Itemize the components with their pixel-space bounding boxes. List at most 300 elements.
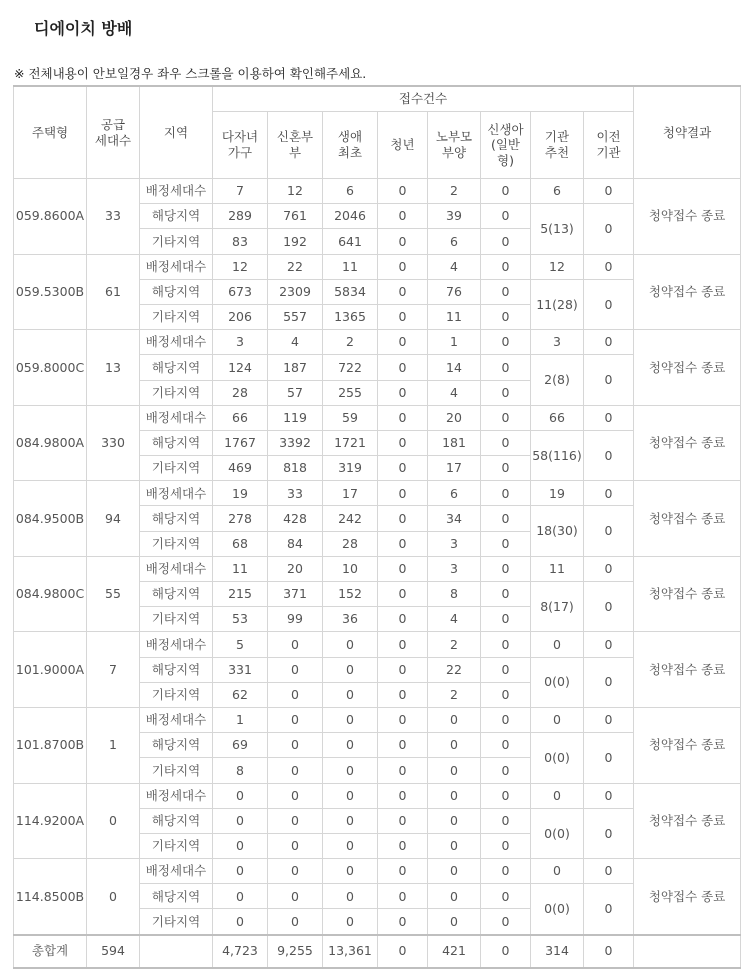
agency-value-cell: 0(0)	[531, 657, 584, 707]
page-title: 디에이치 방배	[34, 19, 133, 38]
table-row	[14, 632, 741, 657]
assign-value-cell: 22	[268, 254, 323, 279]
housing-type-cell: 059.8000C	[14, 330, 87, 406]
assign-value-cell: 11	[323, 254, 378, 279]
assign-value-cell: 11	[213, 556, 268, 581]
assign-value-cell: 0	[378, 330, 428, 355]
count-value-cell: 0	[323, 909, 378, 935]
table-row	[14, 330, 741, 355]
total-value-cell: 0	[378, 935, 428, 968]
count-value-cell: 124	[213, 355, 268, 380]
count-value-cell: 0	[428, 909, 481, 935]
assign-value-cell: 0	[584, 556, 634, 581]
region-label-cell: 해당지역	[140, 355, 213, 380]
assign-value-cell: 0	[481, 405, 531, 430]
region-label-cell: 기타지역	[140, 304, 213, 329]
assign-value-cell: 0	[323, 783, 378, 808]
supply-count-cell: 7	[87, 632, 140, 708]
assign-value-cell: 0	[268, 632, 323, 657]
assign-value-cell: 4	[428, 254, 481, 279]
header-col-elderly: 노부모 부양	[428, 112, 481, 179]
agency-value-cell: 2(8)	[531, 355, 584, 405]
supply-count-cell: 55	[87, 556, 140, 632]
table-row	[14, 783, 741, 808]
count-value-cell: 4	[428, 380, 481, 405]
count-value-cell: 0	[378, 355, 428, 380]
count-value-cell: 0	[428, 808, 481, 833]
count-value-cell: 557	[268, 304, 323, 329]
header-region: 지역	[140, 86, 213, 179]
count-value-cell: 0	[323, 808, 378, 833]
assign-value-cell: 59	[323, 405, 378, 430]
assign-value-cell: 10	[323, 556, 378, 581]
region-label-cell: 기타지역	[140, 682, 213, 707]
assign-value-cell: 0	[378, 632, 428, 657]
count-value-cell: 0	[481, 279, 531, 304]
region-label-cell: 기타지역	[140, 531, 213, 556]
result-cell: 청약접수 종료	[634, 405, 741, 481]
assign-value-cell: 3	[213, 330, 268, 355]
region-label-cell: 기타지역	[140, 758, 213, 783]
assign-value-cell: 66	[213, 405, 268, 430]
assign-value-cell: 0	[531, 707, 584, 732]
count-value-cell: 4	[428, 607, 481, 632]
total-value-cell: 0	[584, 935, 634, 968]
count-value-cell: 17	[428, 456, 481, 481]
count-value-cell: 2046	[323, 204, 378, 229]
count-value-cell: 1767	[213, 430, 268, 455]
housing-type-cell: 059.5300B	[14, 254, 87, 330]
assign-value-cell: 0	[531, 632, 584, 657]
header-col-agency: 기관 추천	[531, 112, 584, 179]
count-value-cell: 69	[213, 733, 268, 758]
count-value-cell: 0	[378, 682, 428, 707]
count-value-cell: 0	[481, 506, 531, 531]
region-label-cell: 기타지역	[140, 380, 213, 405]
count-value-cell: 39	[428, 204, 481, 229]
housing-type-cell: 084.9500B	[14, 481, 87, 557]
count-value-cell: 187	[268, 355, 323, 380]
agency-value-cell: 18(30)	[531, 506, 584, 556]
assign-value-cell: 1	[428, 330, 481, 355]
count-value-cell: 0	[378, 808, 428, 833]
supply-count-cell: 0	[87, 859, 140, 935]
region-label-cell: 해당지역	[140, 506, 213, 531]
count-value-cell: 428	[268, 506, 323, 531]
assign-value-cell: 0	[584, 859, 634, 884]
count-value-cell: 371	[268, 582, 323, 607]
count-value-cell: 0	[481, 229, 531, 254]
total-row	[14, 935, 741, 968]
supply-count-cell: 330	[87, 405, 140, 481]
count-value-cell: 0	[213, 833, 268, 858]
count-value-cell: 818	[268, 456, 323, 481]
count-value-cell: 28	[323, 531, 378, 556]
assign-value-cell: 119	[268, 405, 323, 430]
count-value-cell: 0	[268, 682, 323, 707]
count-value-cell: 57	[268, 380, 323, 405]
table-row	[14, 179, 741, 204]
assign-value-cell: 0	[584, 330, 634, 355]
assign-value-cell: 7	[213, 179, 268, 204]
assign-value-cell: 2	[428, 179, 481, 204]
count-value-cell: 0	[323, 682, 378, 707]
count-value-cell: 0	[213, 884, 268, 909]
table-row	[14, 556, 741, 581]
count-value-cell: 0	[268, 833, 323, 858]
count-value-cell: 206	[213, 304, 268, 329]
count-value-cell: 0	[268, 657, 323, 682]
count-value-cell: 0	[428, 733, 481, 758]
count-value-cell: 14	[428, 355, 481, 380]
result-cell: 청약접수 종료	[634, 783, 741, 859]
assign-value-cell: 0	[481, 481, 531, 506]
region-label-cell: 배정세대수	[140, 859, 213, 884]
count-value-cell: 0	[378, 456, 428, 481]
assign-value-cell: 20	[268, 556, 323, 581]
count-value-cell: 0	[268, 884, 323, 909]
count-value-cell: 0	[323, 884, 378, 909]
count-value-cell: 0	[378, 279, 428, 304]
assign-value-cell: 6	[428, 481, 481, 506]
total-value-cell: 4,723	[213, 935, 268, 968]
region-label-cell: 해당지역	[140, 884, 213, 909]
assign-value-cell: 0	[428, 783, 481, 808]
count-value-cell: 0	[481, 607, 531, 632]
region-label-cell: 해당지역	[140, 279, 213, 304]
count-value-cell: 68	[213, 531, 268, 556]
count-value-cell: 3392	[268, 430, 323, 455]
table-row	[14, 707, 741, 732]
count-value-cell: 0	[481, 582, 531, 607]
count-value-cell: 0	[481, 380, 531, 405]
assign-value-cell: 0	[481, 859, 531, 884]
count-value-cell: 0	[323, 657, 378, 682]
result-cell: 청약접수 종료	[634, 254, 741, 330]
supply-count-cell: 13	[87, 330, 140, 406]
assign-value-cell: 0	[323, 707, 378, 732]
count-value-cell: 0	[213, 808, 268, 833]
assign-value-cell: 0	[378, 556, 428, 581]
assign-value-cell: 0	[378, 707, 428, 732]
header-col-multichild: 다자녀 가구	[213, 112, 268, 179]
header-col-newborn: 신생아 (일반 형)	[481, 112, 531, 179]
count-value-cell: 0	[481, 355, 531, 380]
transfer-value-cell: 0	[584, 657, 634, 707]
result-cell: 청약접수 종료	[634, 481, 741, 557]
region-label-cell: 배정세대수	[140, 179, 213, 204]
housing-type-cell: 101.8700B	[14, 707, 87, 783]
result-cell: 청약접수 종료	[634, 179, 741, 255]
count-value-cell: 0	[481, 204, 531, 229]
result-cell: 청약접수 종료	[634, 859, 741, 935]
total-value-cell: 9,255	[268, 935, 323, 968]
assign-value-cell: 0	[323, 859, 378, 884]
count-value-cell: 181	[428, 430, 481, 455]
agency-value-cell: 0(0)	[531, 808, 584, 858]
total-supply-cell: 594	[87, 935, 140, 968]
count-value-cell: 28	[213, 380, 268, 405]
transfer-value-cell: 0	[584, 733, 634, 783]
agency-value-cell: 5(13)	[531, 204, 584, 254]
count-value-cell: 0	[481, 758, 531, 783]
assign-value-cell: 0	[531, 783, 584, 808]
region-label-cell: 기타지역	[140, 607, 213, 632]
housing-type-cell: 084.9800C	[14, 556, 87, 632]
count-value-cell: 0	[378, 204, 428, 229]
count-value-cell: 34	[428, 506, 481, 531]
count-value-cell: 0	[378, 430, 428, 455]
count-value-cell: 36	[323, 607, 378, 632]
assign-value-cell: 0	[378, 481, 428, 506]
count-value-cell: 722	[323, 355, 378, 380]
assign-value-cell: 0	[378, 179, 428, 204]
count-value-cell: 0	[378, 758, 428, 783]
count-value-cell: 8	[213, 758, 268, 783]
assign-value-cell: 2	[428, 632, 481, 657]
count-value-cell: 242	[323, 506, 378, 531]
count-value-cell: 0	[481, 682, 531, 707]
count-value-cell: 0	[428, 833, 481, 858]
count-value-cell: 0	[481, 304, 531, 329]
count-value-cell: 0	[378, 304, 428, 329]
total-value-cell: 0	[481, 935, 531, 968]
assign-value-cell: 6	[531, 179, 584, 204]
assign-value-cell: 0	[481, 330, 531, 355]
count-value-cell: 2309	[268, 279, 323, 304]
region-label-cell: 기타지역	[140, 229, 213, 254]
assign-value-cell: 0	[481, 632, 531, 657]
total-value-cell: 314	[531, 935, 584, 968]
result-cell: 청약접수 종료	[634, 330, 741, 406]
count-value-cell: 83	[213, 229, 268, 254]
total-value-cell: 13,361	[323, 935, 378, 968]
count-value-cell: 0	[378, 909, 428, 935]
region-label-cell: 기타지역	[140, 833, 213, 858]
assign-value-cell: 17	[323, 481, 378, 506]
count-value-cell: 0	[378, 531, 428, 556]
count-value-cell: 0	[378, 607, 428, 632]
assign-value-cell: 3	[531, 330, 584, 355]
count-value-cell: 5834	[323, 279, 378, 304]
region-label-cell: 배정세대수	[140, 254, 213, 279]
housing-type-cell: 059.8600A	[14, 179, 87, 255]
assign-value-cell: 0	[378, 254, 428, 279]
count-value-cell: 22	[428, 657, 481, 682]
count-value-cell: 0	[323, 758, 378, 783]
assign-value-cell: 0	[378, 859, 428, 884]
assign-value-cell: 0	[378, 783, 428, 808]
assign-value-cell: 2	[323, 330, 378, 355]
housing-type-cell: 114.8500B	[14, 859, 87, 935]
assign-value-cell: 0	[481, 707, 531, 732]
assign-value-cell: 0	[584, 481, 634, 506]
count-value-cell: 0	[268, 733, 323, 758]
supply-count-cell: 1	[87, 707, 140, 783]
assign-value-cell: 66	[531, 405, 584, 430]
region-label-cell: 기타지역	[140, 456, 213, 481]
count-value-cell: 1721	[323, 430, 378, 455]
assign-value-cell: 12	[531, 254, 584, 279]
count-value-cell: 0	[378, 884, 428, 909]
assign-value-cell: 0	[481, 179, 531, 204]
count-value-cell: 255	[323, 380, 378, 405]
transfer-value-cell: 0	[584, 582, 634, 632]
count-value-cell: 0	[481, 430, 531, 455]
total-region-empty-cell	[140, 935, 213, 968]
housing-type-cell: 114.9200A	[14, 783, 87, 859]
count-value-cell: 215	[213, 582, 268, 607]
assign-value-cell: 0	[584, 179, 634, 204]
assign-value-cell: 0	[584, 707, 634, 732]
header-received-group: 접수건수	[213, 86, 634, 112]
count-value-cell: 6	[428, 229, 481, 254]
count-value-cell: 0	[268, 909, 323, 935]
table-row	[14, 481, 741, 506]
assign-value-cell: 0	[481, 783, 531, 808]
scroll-note: ※ 전체내용이 안보일경우 좌우 스크롤을 이용하여 확인해주세요.	[14, 66, 367, 81]
header-col-firsttime: 생애 최초	[323, 112, 378, 179]
assign-value-cell: 0	[378, 405, 428, 430]
transfer-value-cell: 0	[584, 204, 634, 254]
count-value-cell: 0	[378, 833, 428, 858]
table-row	[14, 859, 741, 884]
assign-value-cell: 12	[213, 254, 268, 279]
agency-value-cell: 0(0)	[531, 884, 584, 935]
housing-type-cell: 101.9000A	[14, 632, 87, 708]
region-label-cell: 배정세대수	[140, 632, 213, 657]
count-value-cell: 0	[428, 884, 481, 909]
assign-value-cell: 12	[268, 179, 323, 204]
region-label-cell: 배정세대수	[140, 783, 213, 808]
total-result-empty-cell	[634, 935, 741, 968]
count-value-cell: 0	[213, 909, 268, 935]
transfer-value-cell: 0	[584, 506, 634, 556]
header-col-transfer: 이전 기관	[584, 112, 634, 179]
result-cell: 청약접수 종료	[634, 556, 741, 632]
header-result: 청약결과	[634, 86, 741, 179]
count-value-cell: 469	[213, 456, 268, 481]
transfer-value-cell: 0	[584, 808, 634, 858]
count-value-cell: 1365	[323, 304, 378, 329]
supply-count-cell: 61	[87, 254, 140, 330]
assign-value-cell: 0	[213, 859, 268, 884]
region-label-cell: 해당지역	[140, 657, 213, 682]
assign-value-cell: 19	[531, 481, 584, 506]
count-value-cell: 319	[323, 456, 378, 481]
assign-value-cell: 0	[428, 707, 481, 732]
table-row	[14, 405, 741, 430]
count-value-cell: 0	[268, 808, 323, 833]
agency-value-cell: 11(28)	[531, 279, 584, 329]
assign-value-cell: 33	[268, 481, 323, 506]
assign-value-cell: 3	[428, 556, 481, 581]
count-value-cell: 76	[428, 279, 481, 304]
assign-value-cell: 0	[584, 783, 634, 808]
region-label-cell: 해당지역	[140, 204, 213, 229]
count-value-cell: 8	[428, 582, 481, 607]
count-value-cell: 0	[378, 582, 428, 607]
count-value-cell: 0	[268, 758, 323, 783]
assign-value-cell: 1	[213, 707, 268, 732]
count-value-cell: 0	[378, 657, 428, 682]
table-row	[14, 254, 741, 279]
count-value-cell: 0	[481, 909, 531, 935]
total-label-cell: 총합계	[14, 935, 87, 968]
supply-count-cell: 33	[87, 179, 140, 255]
assign-value-cell: 11	[531, 556, 584, 581]
count-value-cell: 0	[481, 456, 531, 481]
assign-value-cell: 0	[584, 405, 634, 430]
count-value-cell: 0	[378, 229, 428, 254]
assign-value-cell: 0	[268, 859, 323, 884]
region-label-cell: 해당지역	[140, 430, 213, 455]
count-value-cell: 0	[323, 733, 378, 758]
region-label-cell: 기타지역	[140, 909, 213, 935]
count-value-cell: 0	[481, 884, 531, 909]
count-value-cell: 0	[481, 531, 531, 556]
count-value-cell: 289	[213, 204, 268, 229]
count-value-cell: 0	[378, 733, 428, 758]
region-label-cell: 배정세대수	[140, 330, 213, 355]
count-value-cell: 0	[378, 506, 428, 531]
transfer-value-cell: 0	[584, 884, 634, 935]
count-value-cell: 2	[428, 682, 481, 707]
assign-value-cell: 0	[584, 254, 634, 279]
result-cell: 청약접수 종료	[634, 632, 741, 708]
assign-value-cell: 0	[584, 632, 634, 657]
agency-value-cell: 58(116)	[531, 430, 584, 480]
supply-count-cell: 94	[87, 481, 140, 557]
count-value-cell: 62	[213, 682, 268, 707]
count-value-cell: 0	[323, 833, 378, 858]
assign-value-cell: 5	[213, 632, 268, 657]
transfer-value-cell: 0	[584, 279, 634, 329]
assign-value-cell: 6	[323, 179, 378, 204]
region-label-cell: 해당지역	[140, 733, 213, 758]
transfer-value-cell: 0	[584, 430, 634, 480]
total-value-cell: 421	[428, 935, 481, 968]
assign-value-cell: 0	[323, 632, 378, 657]
count-value-cell: 192	[268, 229, 323, 254]
transfer-value-cell: 0	[584, 355, 634, 405]
supply-count-cell: 0	[87, 783, 140, 859]
region-label-cell: 해당지역	[140, 808, 213, 833]
assign-value-cell: 0	[531, 859, 584, 884]
count-value-cell: 0	[481, 657, 531, 682]
count-value-cell: 99	[268, 607, 323, 632]
region-label-cell: 해당지역	[140, 582, 213, 607]
assign-value-cell: 0	[268, 783, 323, 808]
header-type: 주택형	[14, 86, 87, 179]
assign-value-cell: 19	[213, 481, 268, 506]
subscription-table	[13, 85, 741, 969]
assign-value-cell: 0	[268, 707, 323, 732]
count-value-cell: 761	[268, 204, 323, 229]
header-supply: 공급 세대수	[87, 86, 140, 179]
count-value-cell: 53	[213, 607, 268, 632]
assign-value-cell: 20	[428, 405, 481, 430]
assign-value-cell: 0	[481, 254, 531, 279]
assign-value-cell: 0	[428, 859, 481, 884]
agency-value-cell: 0(0)	[531, 733, 584, 783]
count-value-cell: 673	[213, 279, 268, 304]
result-cell: 청약접수 종료	[634, 707, 741, 783]
count-value-cell: 0	[428, 758, 481, 783]
region-label-cell: 배정세대수	[140, 707, 213, 732]
count-value-cell: 641	[323, 229, 378, 254]
count-value-cell: 0	[481, 833, 531, 858]
